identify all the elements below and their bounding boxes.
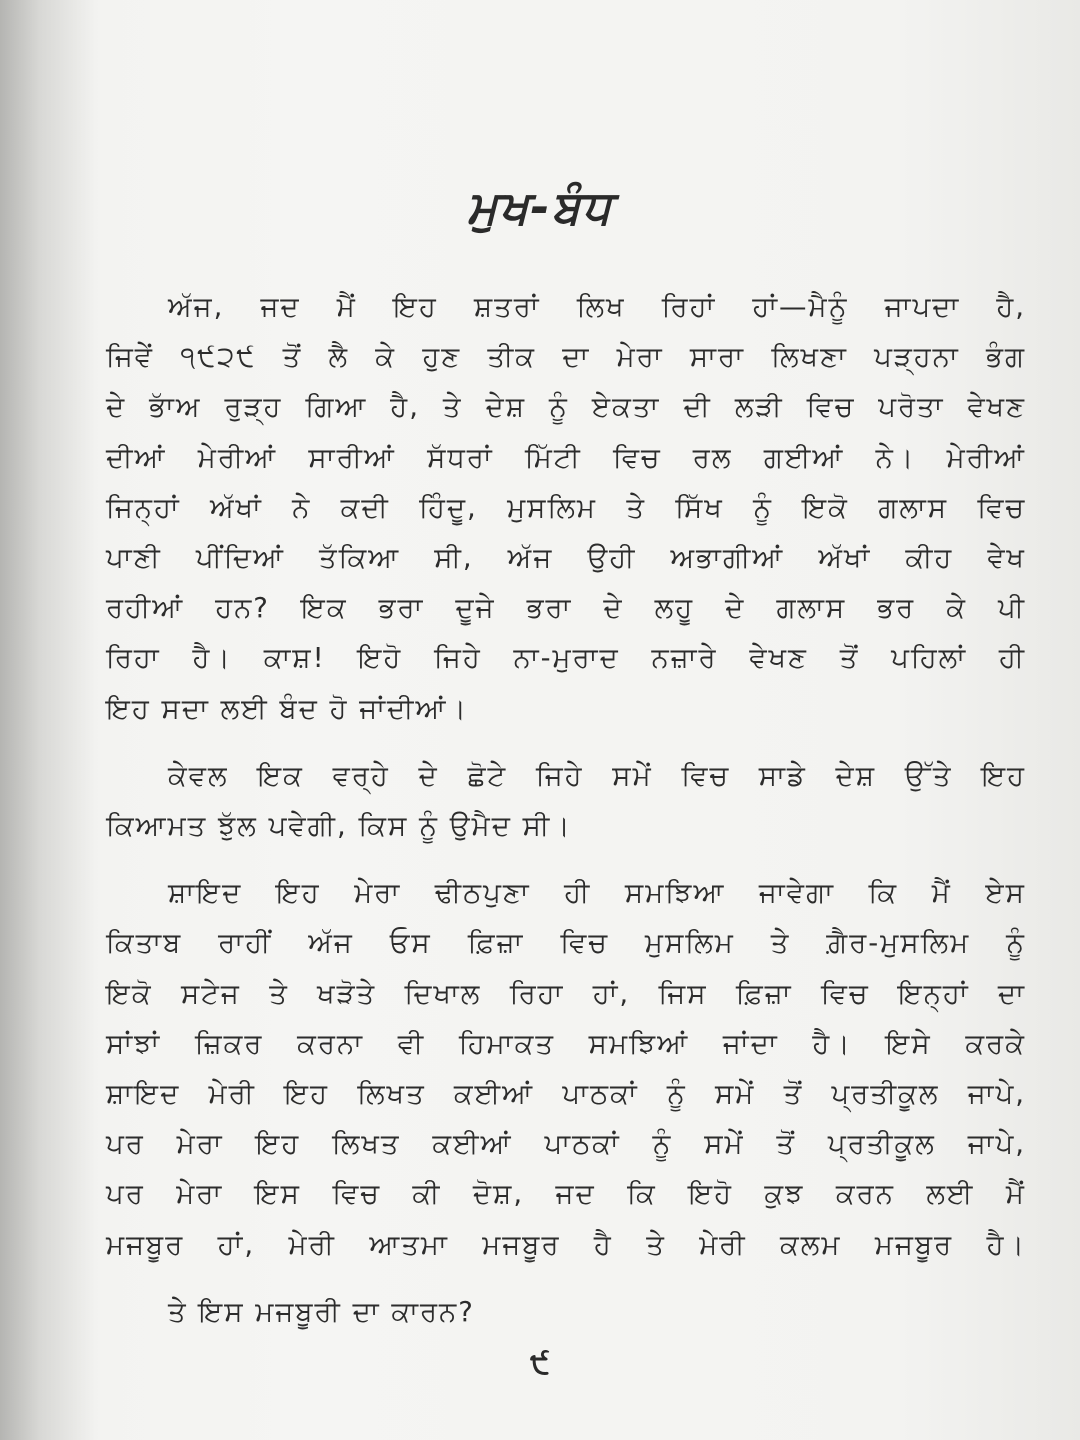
- text-line: ਪਾਣੀ ਪੀਂਦਿਆਂ ਤੱਕਿਆ ਸੀ, ਅੱਜ ਉਹੀ ਅਭਾਗੀਆਂ ਅੱਖਾਂ ਕੀਹ ਵੇਖ: [106, 542, 1026, 575]
- text-line: ਇਹ ਸਦਾ ਲਈ ਬੰਦ ਹੋ ਜਾਂਦੀਆਂ।: [106, 692, 468, 725]
- text-line: ਦੀਆਂ ਮੇਰੀਆਂ ਸਾਰੀਆਂ ਸੱਧਰਾਂ ਮਿੱਟੀ ਵਿਚ ਰਲ ਗਈਆਂ ਨੇ। ਮੇਰੀਆਂ: [106, 441, 1026, 474]
- text-line: ਕਿਤਾਬ ਰਾਹੀਂ ਅੱਜ ਓਸ ਫ਼ਿਜ਼ਾ ਵਿਚ ਮੁਸਲਿਮ ਤੇ ਗ਼ੈਰ-ਮੁਸਲਿਮ ਨੂੰ: [106, 927, 1026, 960]
- text-line: ਸਾਂਝਾਂ ਜ਼ਿਕਰ ਕਰਨਾ ਵੀ ਹਿਮਾਕਤ ਸਮਝਿਆਂ ਜਾਂਦਾ ਹੈ। ਇਸੇ ਕਰਕੇ: [106, 1027, 1026, 1060]
- page-number: ੯: [530, 1346, 550, 1381]
- text-line: ਪਰ ਮੇਰਾ ਇਸ ਵਿਚ ਕੀ ਦੋਸ਼, ਜਦ ਕਿ ਇਹੋ ਕੁਝ ਕਰਨ ਲਈ ਮੈਂ: [106, 1178, 1026, 1211]
- text-line: ਜਿਨ੍ਹਾਂ ਅੱਖਾਂ ਨੇ ਕਦੀ ਹਿੰਦੂ, ਮੁਸਲਿਮ ਤੇ ਸਿੱਖ ਨੂੰ ਇਕੋ ਗਲਾਸ ਵਿਚ: [106, 491, 1026, 524]
- text-line: ਕਿਆਮਤ ਝੁੱਲ ਪਵੇਗੀ, ਕਿਸ ਨੂੰ ਉਮੈਦ ਸੀ।: [106, 810, 572, 843]
- text-line: ਰਿਹਾ ਹੈ। ਕਾਸ਼! ਇਹੋ ਜਿਹੇ ਨਾ-ਮੁਰਾਦ ਨਜ਼ਾਰੇ ਵੇਖਣ ਤੋਂ ਪਹਿਲਾਂ ਹੀ: [106, 642, 1026, 675]
- text-line: ਦੇ ਭਾੱਅ ਰੁੜ੍ਹ ਗਿਆ ਹੈ, ਤੇ ਦੇਸ਼ ਨੂੰ ਏਕਤਾ ਦੀ ਲੜੀ ਵਿਚ ਪਰੋਤਾ ਵੇਖਣ: [106, 391, 1026, 424]
- text-line: ਸ਼ਾਇਦ ਇਹ ਮੇਰਾ ਢੀਠਪੁਣਾ ਹੀ ਸਮਝਿਆ ਜਾਵੇਗਾ ਕਿ ਮੈਂ ਏਸ: [168, 877, 1026, 910]
- text-line: ਮਜਬੂਰ ਹਾਂ, ਮੇਰੀ ਆਤਮਾ ਮਜਬੂਰ ਹੈ ਤੇ ਮੇਰੀ ਕਲਮ ਮਜਬੂਰ ਹੈ।: [106, 1228, 1026, 1261]
- body-text: [106, 282, 1026, 1337]
- text-line: ਕੇਵਲ ਇਕ ਵਰ੍ਹੇ ਦੇ ਛੋਟੇ ਜਿਹੇ ਸਮੇਂ ਵਿਚ ਸਾਡੇ ਦੇਸ਼ ਉੱਤੇ ਇਹ: [168, 759, 1026, 792]
- text-line: ਤੇ ਇਸ ਮਜਬੂਰੀ ਦਾ ਕਾਰਨ?: [168, 1295, 475, 1328]
- paragraph-gap: [106, 1270, 1026, 1287]
- text-line: ਰਹੀਆਂ ਹਨ? ਇਕ ਭਰਾ ਦੂਜੇ ਭਰਾ ਦੇ ਲਹੂ ਦੇ ਗਲਾਸ ਭਰ ਕੇ ਪੀ: [106, 592, 1026, 625]
- chapter-title: ਮੁਖ-ਬੰਧ: [466, 180, 614, 234]
- text-line: ਸ਼ਾਇਦ ਮੇਰੀ ਇਹ ਲਿਖਤ ਕਈਆਂ ਪਾਠਕਾਂ ਨੂੰ ਸਮੇਂ ਤੋਂ ਪ੍ਰਤੀਕੂਲ ਜਾਪੇ,: [106, 1078, 1026, 1111]
- text-line: ਇਕੋ ਸਟੇਜ ਤੇ ਖੜੋਤੇ ਦਿਖਾਲ ਰਿਹਾ ਹਾਂ, ਜਿਸ ਫ਼ਿਜ਼ਾ ਵਿਚ ਇਨ੍ਹਾਂ ਦਾ: [106, 977, 1026, 1010]
- paragraph-gap: [106, 734, 1026, 751]
- paragraph-gap: [106, 851, 1026, 868]
- text-line: ਪਰ ਮੇਰਾ ਇਹ ਲਿਖਤ ਕਈਆਂ ਪਾਠਕਾਂ ਨੂੰ ਸਮੇਂ ਤੋਂ ਪ੍ਰਤੀਕੂਲ ਜਾਪੇ,: [106, 1128, 1026, 1161]
- text-line: ਅੱਜ, ਜਦ ਮੈਂ ਇਹ ਸ਼ਤਰਾਂ ਲਿਖ ਰਿਹਾਂ ਹਾਂ—ਮੈਨੂੰ ਜਾਪਦਾ ਹੈ,: [168, 291, 1026, 323]
- text-line: ਜਿਵੇਂ ੧੯੨੯ ਤੋਂ ਲੈ ਕੇ ਹੁਣ ਤੀਕ ਦਾ ਮੇਰਾ ਸਾਰਾ ਲਿਖਣਾ ਪੜ੍ਹਨਾ ਭੰਗ: [106, 341, 1026, 374]
